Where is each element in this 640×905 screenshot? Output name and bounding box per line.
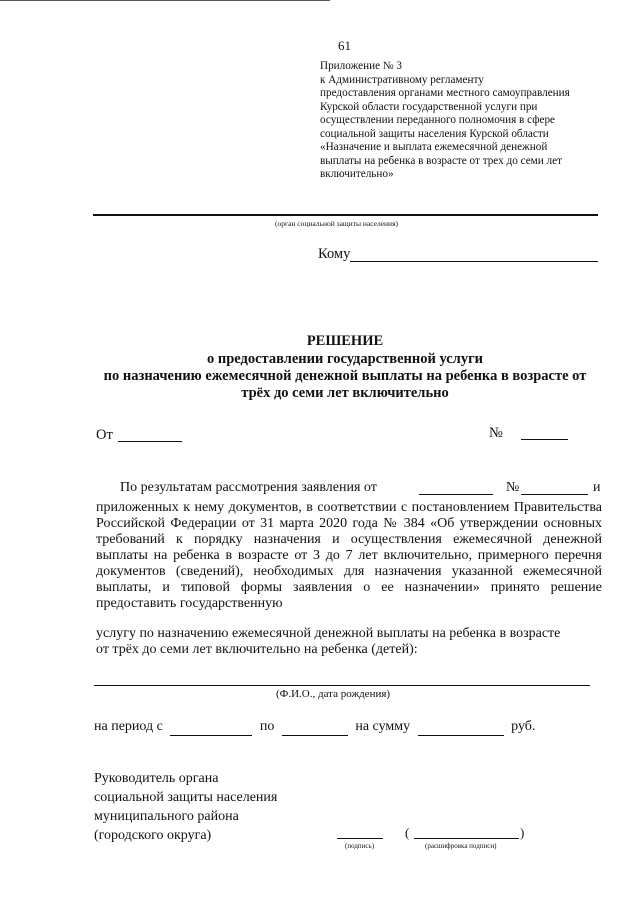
- komu-field-line: [350, 261, 598, 262]
- appendix-line: социальной защиты населения Курской области: [320, 127, 549, 140]
- body-text-and: и: [593, 480, 601, 495]
- appendix-line: «Назначение и выплата ежемесячной денежной: [320, 141, 548, 153]
- sum-label: на сумму: [355, 719, 411, 734]
- appendix-line: выплаты на ребенка в возрасте от трех до семи лет: [320, 154, 562, 167]
- sum-field-line: [418, 719, 504, 736]
- title-line: трёх до семи лет включительно: [241, 385, 449, 401]
- appendix-header: [320, 60, 620, 182]
- appendix-line: осуществлении переданного полномочия в сфере: [320, 114, 556, 126]
- fio-field-line: [94, 685, 590, 686]
- application-number-label: №: [506, 480, 520, 495]
- signatory-line: муниципального района: [94, 809, 239, 824]
- period-start-line: [170, 719, 252, 736]
- application-date-line: [419, 494, 493, 495]
- appendix-line: включительно»: [320, 168, 394, 180]
- signature-decode-caption: (расшифровка подписи): [425, 842, 497, 850]
- close-paren: ): [520, 825, 525, 840]
- appendix-line: к Административному регламенту: [320, 73, 484, 86]
- document-title: РЕШЕНИЕ: [306, 333, 384, 349]
- number-field-line: [521, 439, 568, 440]
- number-label: №: [489, 425, 503, 441]
- title-line: о предоставлении государственной услуги: [206, 351, 484, 367]
- signature-line: [337, 838, 383, 839]
- currency-label: руб.: [511, 719, 536, 734]
- signatory-block: [94, 769, 277, 845]
- komu-label: Кому: [318, 246, 351, 262]
- period-end-line: [282, 719, 348, 736]
- signature-decode-line: [414, 838, 519, 839]
- body-line: от трёх до семи лет включительно на ребенка (детей):: [96, 642, 418, 657]
- org-name-field-line: [93, 214, 598, 216]
- body-paragraph: приложенных к нему документов, в соответствии с постановлением Правительства Российской Федерации от 31 марта 2020 года № 384 «Об утверждении основных требований к порядку назначения и осуществления ежемесячной денежной выплаты на ребенка в возрасте от 3 до 7 лет включительно, примерного перечня документов (сведений), необходимых для назначения указанной ежемесячной выплаты, и типовой формы заявления о ее назначении» принято решение предоставить государственную: [96, 500, 602, 611]
- ot-label: От: [96, 427, 113, 443]
- title-line: по назначению ежемесячной денежной выплаты на ребенка в возрасте от: [103, 368, 587, 384]
- page-number: 61: [338, 38, 351, 53]
- signatory-line: социальной защиты населения: [94, 790, 278, 805]
- appendix-line: Приложение № 3: [320, 60, 402, 72]
- period-label: на период с: [94, 719, 163, 734]
- signatory-line: (городского округа): [94, 828, 212, 843]
- signature-caption: (подпись): [345, 842, 375, 850]
- application-number-line: [521, 494, 588, 495]
- top-border-line: [0, 0, 330, 1]
- signatory-line: Руководитель органа: [94, 771, 219, 786]
- period-to-label: по: [259, 719, 275, 734]
- body-text-intro: По результатам рассмотрения заявления от: [120, 480, 377, 495]
- period-row: [94, 719, 535, 736]
- org-caption: (орган социальной защиты населения): [275, 219, 399, 228]
- date-field-line: [118, 441, 182, 442]
- body-line: услугу по назначению ежемесячной денежной выплаты на ребенка в возрасте: [96, 626, 561, 641]
- fio-caption: (Ф.И.О., дата рождения): [276, 688, 391, 700]
- open-paren: (: [405, 825, 410, 840]
- appendix-line: предоставления органами местного самоуправления: [320, 87, 570, 99]
- appendix-line: Курской области государственной услуги при: [320, 100, 538, 113]
